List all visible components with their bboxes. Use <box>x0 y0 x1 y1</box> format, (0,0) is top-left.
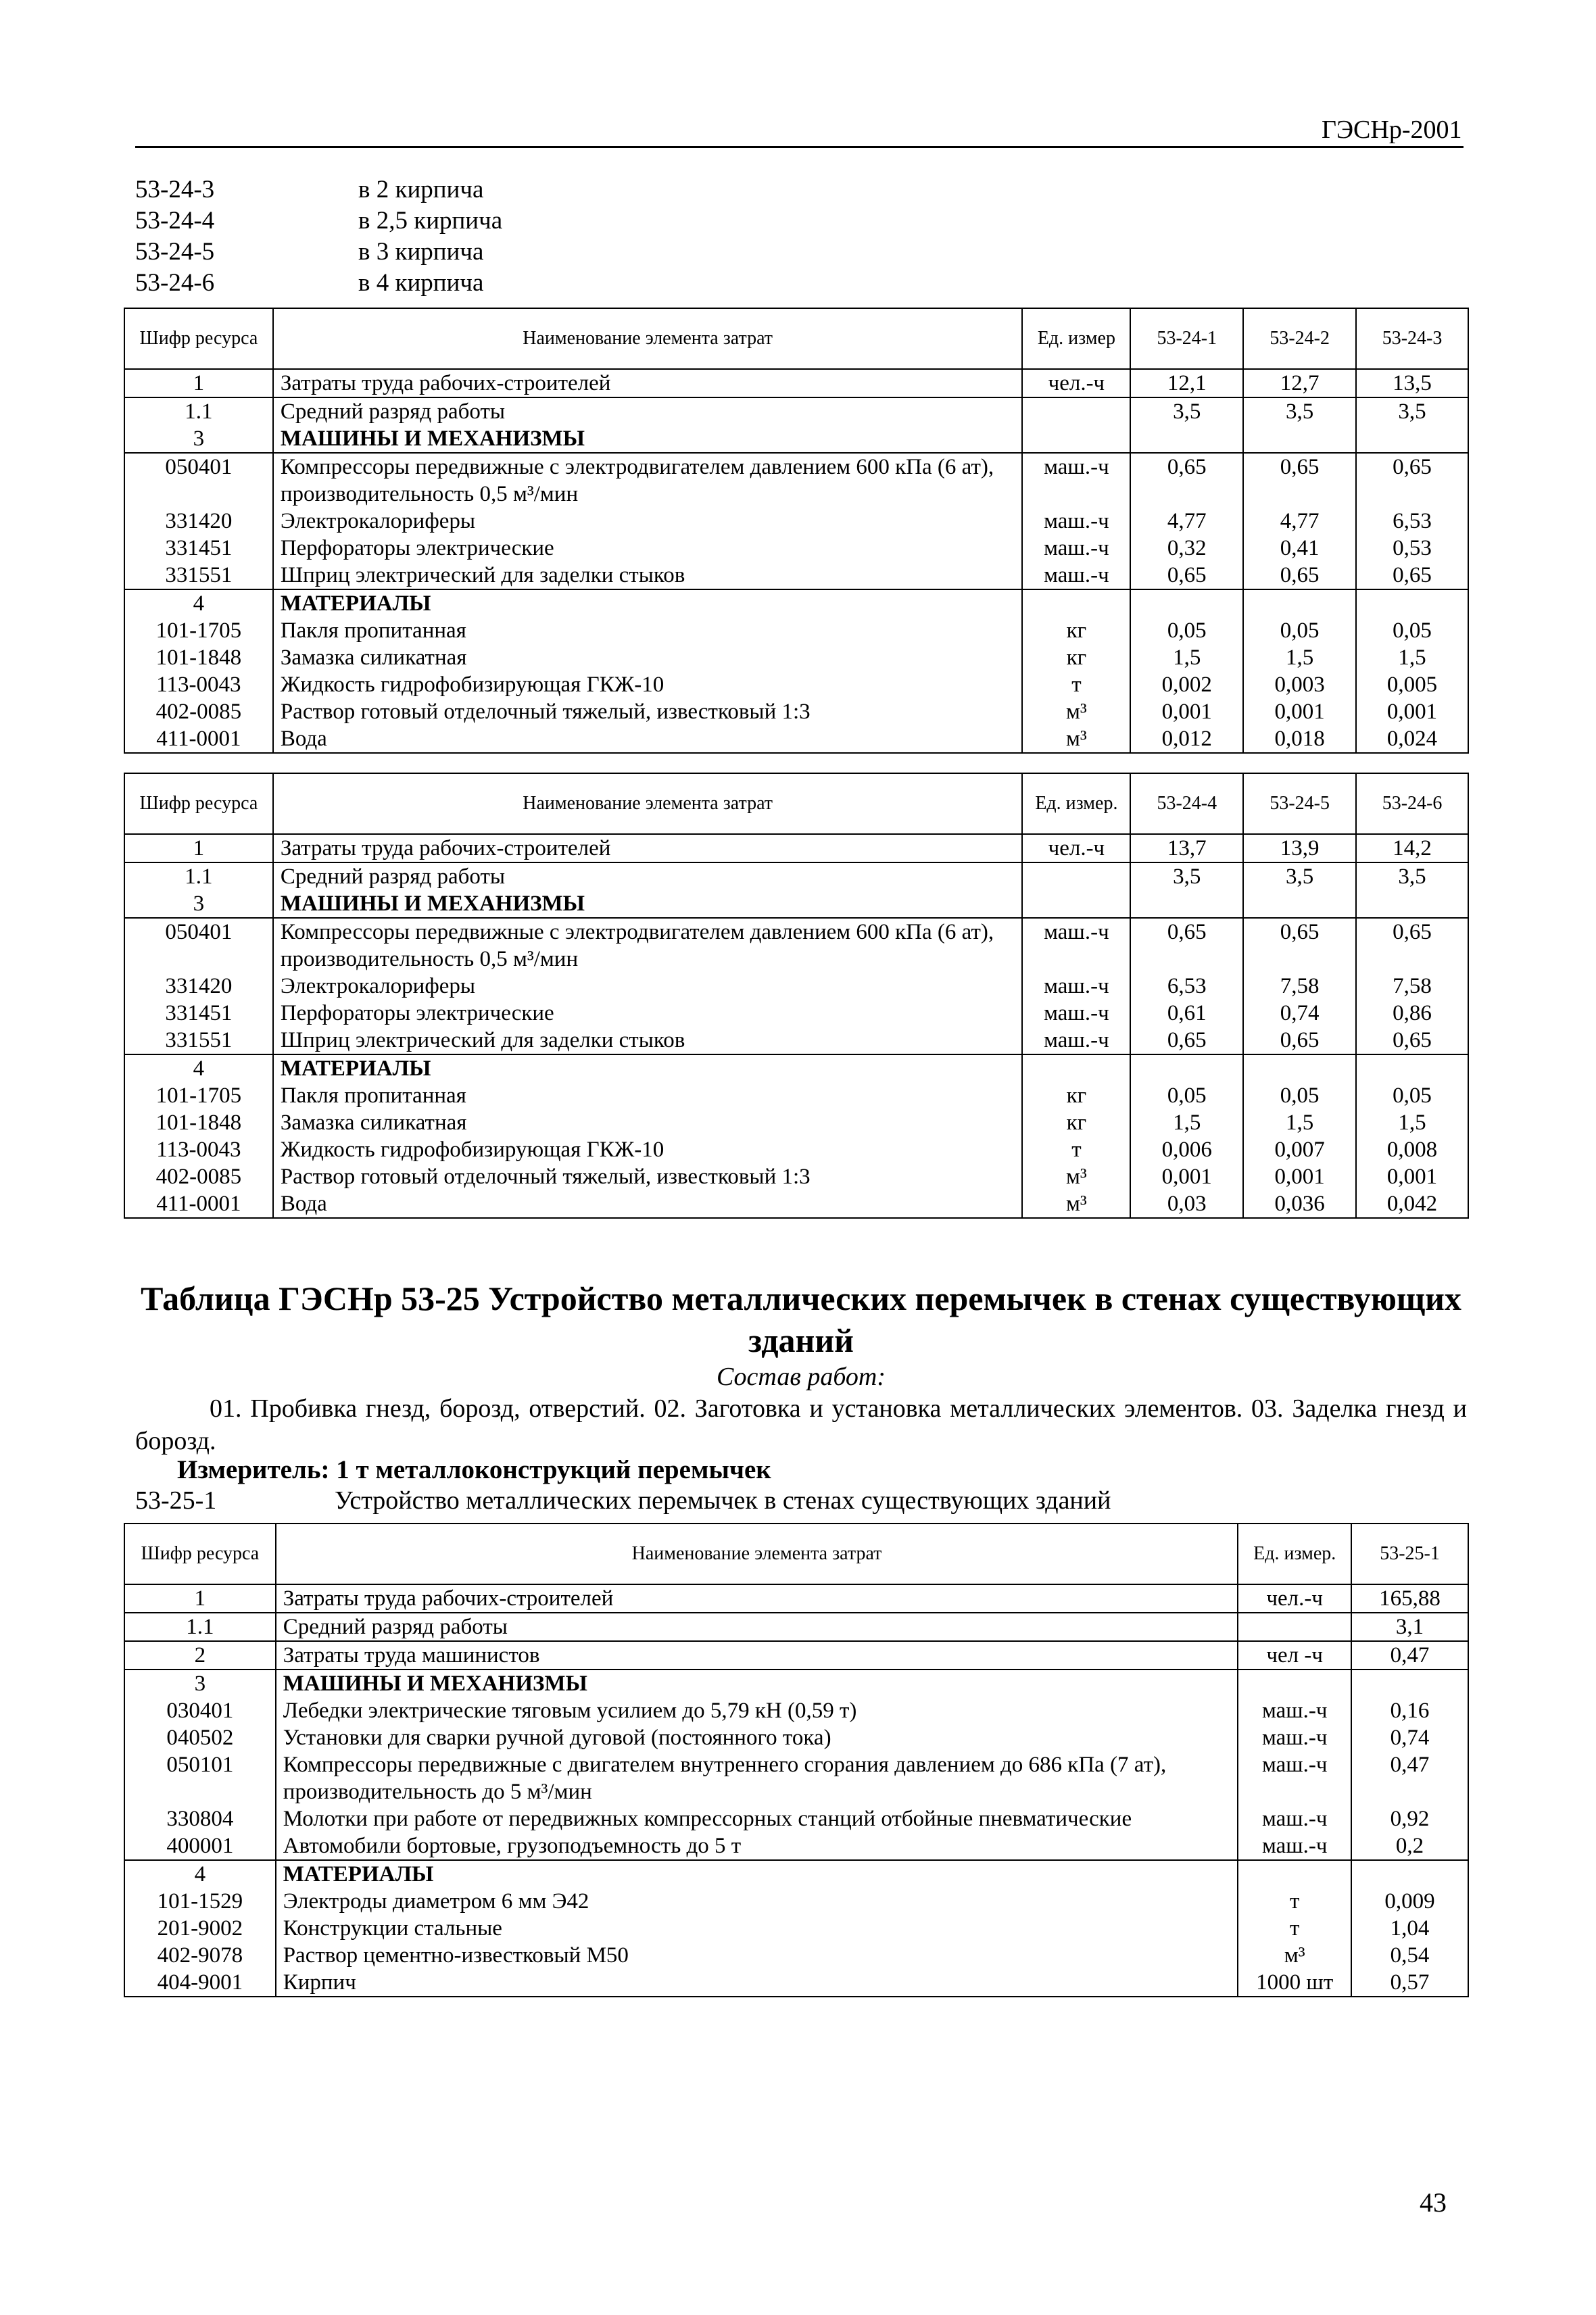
cell-name: Раствор готовый отделочный тяжелый, известковый 1:3 <box>273 1163 1023 1190</box>
header-rule <box>135 146 1464 148</box>
cell-name: Лебедки электрические тяговым усилием до 5,79 кН (0,59 т) <box>276 1697 1238 1724</box>
cell-value: 0,002 <box>1130 671 1243 698</box>
cell-name: Пакля пропитанная <box>273 1082 1023 1109</box>
header-unit: Ед. измер <box>1022 308 1130 369</box>
cell-value: 0,007 <box>1243 1136 1356 1163</box>
cell-value <box>1243 425 1356 453</box>
table-row <box>124 1000 1468 1027</box>
cell-name: Вода <box>273 725 1023 753</box>
cell-value: 0,54 <box>1351 1942 1468 1969</box>
cell-value: 1,5 <box>1130 644 1243 671</box>
cell-value: 0,001 <box>1130 698 1243 725</box>
cell-name: Шприц электрический для заделки стыков <box>273 562 1023 589</box>
cell-value: 1,5 <box>1356 1109 1468 1136</box>
item-text: в 4 кирпича <box>358 269 484 297</box>
table-row <box>124 644 1468 671</box>
cell-value: 0,61 <box>1130 1000 1243 1027</box>
codes-list <box>135 174 502 299</box>
header-unit: Ед. измер. <box>1022 773 1130 834</box>
cell-name: Затраты труда рабочих-строителей <box>276 1584 1238 1613</box>
cell-code: 4 <box>124 1054 273 1082</box>
list-item <box>135 237 502 268</box>
cell-value <box>1356 425 1468 453</box>
table-row <box>124 508 1468 535</box>
cell-value: 12,7 <box>1243 369 1356 397</box>
cell-code: 330804 <box>124 1805 276 1832</box>
header-code: Шифр ресурса <box>124 1524 276 1584</box>
cell-value: 0,65 <box>1243 1027 1356 1054</box>
table-row <box>124 1751 1468 1805</box>
header-code: Шифр ресурса <box>124 308 273 369</box>
cell-name: Компрессоры передвижные с двигателем внутреннего сгорания давлением до 686 кПа (7 ат), производительность до 5 м³/мин <box>276 1751 1238 1805</box>
cell-value: 0,65 <box>1356 1027 1468 1054</box>
cell-unit: чел.-ч <box>1022 369 1130 397</box>
table-row <box>124 671 1468 698</box>
cell-value: 0,86 <box>1356 1000 1468 1027</box>
cell-value: 0,006 <box>1130 1136 1243 1163</box>
meter-line <box>135 1486 1111 1515</box>
item-text: в 3 кирпича <box>358 238 484 266</box>
cell-code: 1.1 <box>124 1613 276 1641</box>
cell-code: 331420 <box>124 508 273 535</box>
cell-value: 0,47 <box>1351 1641 1468 1670</box>
cell-unit: м³ <box>1022 698 1130 725</box>
cell-value <box>1243 589 1356 617</box>
cell-name: Автомобили бортовые, грузоподъемность до 5 т <box>276 1832 1238 1860</box>
item-code: 53-24-6 <box>135 269 215 297</box>
table-row <box>124 369 1468 397</box>
table-row <box>124 562 1468 589</box>
cell-code: 400001 <box>124 1832 276 1860</box>
cell-unit: маш.-ч <box>1022 535 1130 562</box>
cell-value: 3,5 <box>1130 397 1243 425</box>
cell-name: Жидкость гидрофобизирующая ГКЖ-10 <box>273 1136 1023 1163</box>
cell-code: 1 <box>124 369 273 397</box>
cell-name: Затраты труда машинистов <box>276 1641 1238 1670</box>
cell-value <box>1351 1670 1468 1697</box>
cell-value: 0,042 <box>1356 1190 1468 1218</box>
cell-value: 0,65 <box>1243 918 1356 973</box>
cell-code: 331451 <box>124 1000 273 1027</box>
cell-name: Затраты труда рабочих-строителей <box>273 369 1023 397</box>
cell-value: 3,1 <box>1351 1613 1468 1641</box>
cell-name: МАШИНЫ И МЕХАНИЗМЫ <box>276 1670 1238 1697</box>
table-row <box>124 617 1468 644</box>
cell-unit <box>1022 890 1130 918</box>
cell-code: 2 <box>124 1641 276 1670</box>
cell-code: 402-9078 <box>124 1942 276 1969</box>
cell-value: 0,65 <box>1356 562 1468 589</box>
cell-value: 0,53 <box>1356 535 1468 562</box>
cell-value: 3,5 <box>1243 397 1356 425</box>
table-row <box>124 862 1468 890</box>
cell-value: 6,53 <box>1356 508 1468 535</box>
table-row <box>124 1942 1468 1969</box>
cell-value: 1,04 <box>1351 1915 1468 1942</box>
cell-value: 3,5 <box>1243 862 1356 890</box>
cell-code: 101-1848 <box>124 644 273 671</box>
cell-value: 0,012 <box>1130 725 1243 753</box>
table-row <box>124 1163 1468 1190</box>
cell-value <box>1356 589 1468 617</box>
cell-unit: кг <box>1022 1109 1130 1136</box>
cell-name: Замазка силикатная <box>273 1109 1023 1136</box>
cell-value: 0,92 <box>1351 1805 1468 1832</box>
cell-unit <box>1022 589 1130 617</box>
meter-label: Измеритель: 1 т металлоконструкций перемычек <box>177 1455 771 1484</box>
cell-unit: т <box>1238 1888 1351 1915</box>
cell-value: 3,5 <box>1356 397 1468 425</box>
cell-code: 1 <box>124 1584 276 1613</box>
table-row <box>124 397 1468 425</box>
table-row <box>124 1888 1468 1915</box>
cell-unit: т <box>1022 671 1130 698</box>
cell-unit <box>1022 397 1130 425</box>
cell-unit: маш.-ч <box>1022 562 1130 589</box>
cell-code: 1.1 <box>124 862 273 890</box>
cell-value: 0,65 <box>1243 562 1356 589</box>
cell-value <box>1351 1860 1468 1888</box>
cell-name: Электрокалориферы <box>273 973 1023 1000</box>
table-row <box>124 973 1468 1000</box>
cell-unit: м³ <box>1022 1190 1130 1218</box>
cell-name: Компрессоры передвижные с электродвигателем давлением 600 кПа (6 ат), производительность 0,5 м³/мин <box>273 453 1023 508</box>
cell-name: МАТЕРИАЛЫ <box>273 589 1023 617</box>
cell-value: 13,9 <box>1243 834 1356 862</box>
table-row <box>124 453 1468 508</box>
table-row <box>124 1136 1468 1163</box>
cell-value: 0,036 <box>1243 1190 1356 1218</box>
table-row <box>124 1054 1468 1082</box>
cell-value <box>1243 1054 1356 1082</box>
section-title: Таблица ГЭСНр 53-25 Устройство металлических перемычек в стенах существующих зданий <box>141 1280 1461 1359</box>
cell-value <box>1130 890 1243 918</box>
works-description: 01. Пробивка гнезд, борозд, отверстий. 02. Заготовка и установка металлических элементов. 03. Заделка гнезд и борозд. <box>135 1394 1467 1455</box>
meter-text: Устройство металлических перемычек в стенах существующих зданий <box>335 1486 1111 1515</box>
cell-unit: кг <box>1022 644 1130 671</box>
cell-code: 402-0085 <box>124 1163 273 1190</box>
cell-name: Установки для сварки ручной дуговой (постоянного тока) <box>276 1724 1238 1751</box>
cell-value: 0,05 <box>1243 617 1356 644</box>
cell-code: 1 <box>124 834 273 862</box>
composition-label: Состав работ: <box>716 1363 886 1391</box>
cell-code: 331551 <box>124 562 273 589</box>
cell-value: 3,5 <box>1356 862 1468 890</box>
cell-value: 0,05 <box>1243 1082 1356 1109</box>
header-col-2: 53-24-2 <box>1243 308 1356 369</box>
cell-value: 0,65 <box>1243 453 1356 508</box>
cell-value <box>1130 425 1243 453</box>
cell-value: 0,74 <box>1243 1000 1356 1027</box>
list-item <box>135 268 502 299</box>
cell-value: 4,77 <box>1243 508 1356 535</box>
list-item <box>135 174 502 205</box>
table-row <box>124 1915 1468 1942</box>
cell-code: 101-1705 <box>124 617 273 644</box>
cell-unit: м³ <box>1022 1163 1130 1190</box>
header-col-1: 53-25-1 <box>1351 1524 1468 1584</box>
table-row <box>124 1613 1468 1641</box>
cell-value: 165,88 <box>1351 1584 1468 1613</box>
cell-unit: чел.-ч <box>1022 834 1130 862</box>
cell-value: 0,65 <box>1130 562 1243 589</box>
table-row <box>124 698 1468 725</box>
cell-value: 13,7 <box>1130 834 1243 862</box>
cell-code: 331451 <box>124 535 273 562</box>
cell-value: 0,16 <box>1351 1697 1468 1724</box>
cell-code: 331551 <box>124 1027 273 1054</box>
table-row <box>124 1805 1468 1832</box>
cell-value: 0,001 <box>1243 1163 1356 1190</box>
cell-value <box>1130 589 1243 617</box>
cell-code: 101-1529 <box>124 1888 276 1915</box>
cell-value: 1,5 <box>1243 1109 1356 1136</box>
cell-code: 101-1705 <box>124 1082 273 1109</box>
cell-unit: маш.-ч <box>1022 453 1130 508</box>
cell-unit: т <box>1022 1136 1130 1163</box>
cell-name: Пакля пропитанная <box>273 617 1023 644</box>
cell-name: Конструкции стальные <box>276 1915 1238 1942</box>
cell-code: 3 <box>124 890 273 918</box>
cell-unit: маш.-ч <box>1238 1751 1351 1805</box>
cell-unit <box>1238 1613 1351 1641</box>
cell-value: 0,009 <box>1351 1888 1468 1915</box>
table-row <box>124 535 1468 562</box>
table-row <box>124 834 1468 862</box>
cell-value: 0,05 <box>1356 1082 1468 1109</box>
cell-name: МАТЕРИАЛЫ <box>273 1054 1023 1082</box>
cell-value: 0,47 <box>1351 1751 1468 1805</box>
cell-value: 0,05 <box>1130 617 1243 644</box>
table-row <box>124 1969 1468 1997</box>
cell-unit: 1000 шт <box>1238 1969 1351 1997</box>
cell-value: 4,77 <box>1130 508 1243 535</box>
header-name: Наименование элемента затрат <box>273 308 1023 369</box>
cell-code: 101-1848 <box>124 1109 273 1136</box>
cell-value: 0,05 <box>1356 617 1468 644</box>
list-item <box>135 205 502 237</box>
cell-unit: маш.-ч <box>1022 1027 1130 1054</box>
cell-name: Электрокалориферы <box>273 508 1023 535</box>
table-row <box>124 890 1468 918</box>
cell-value: 0,018 <box>1243 725 1356 753</box>
cell-unit: т <box>1238 1915 1351 1942</box>
cell-value: 0,57 <box>1351 1969 1468 1997</box>
header-col-1: 53-24-1 <box>1130 308 1243 369</box>
cell-unit: маш.-ч <box>1022 973 1130 1000</box>
cell-value: 0,65 <box>1356 918 1468 973</box>
cell-name: Средний разряд работы <box>273 862 1023 890</box>
cell-value: 0,005 <box>1356 671 1468 698</box>
cell-value: 0,003 <box>1243 671 1356 698</box>
cell-code: 404-9001 <box>124 1969 276 1997</box>
cell-value: 0,65 <box>1356 453 1468 508</box>
cell-code: 1.1 <box>124 397 273 425</box>
cell-code: 4 <box>124 589 273 617</box>
table-row <box>124 1082 1468 1109</box>
cell-value: 0,001 <box>1356 1163 1468 1190</box>
cell-code: 030401 <box>124 1697 276 1724</box>
header-col-1: 53-24-4 <box>1130 773 1243 834</box>
cell-code: 050101 <box>124 1751 276 1805</box>
header-col-3: 53-24-3 <box>1356 308 1468 369</box>
header-unit: Ед. измер. <box>1238 1524 1351 1584</box>
table-row <box>124 1109 1468 1136</box>
table-row <box>124 1860 1468 1888</box>
cell-code: 050401 <box>124 453 273 508</box>
cell-name: Компрессоры передвижные с электродвигателем давлением 600 кПа (6 ат), производительность 0,5 м³/мин <box>273 918 1023 973</box>
table-row <box>124 1190 1468 1218</box>
cell-name: Перфораторы электрические <box>273 535 1023 562</box>
cell-unit <box>1238 1670 1351 1697</box>
cell-name: МАТЕРИАЛЫ <box>276 1860 1238 1888</box>
cell-unit: маш.-ч <box>1022 1000 1130 1027</box>
cell-value: 6,53 <box>1130 973 1243 1000</box>
table-row <box>124 1724 1468 1751</box>
cell-code: 402-0085 <box>124 698 273 725</box>
item-text: в 2,5 кирпича <box>358 207 503 235</box>
cell-code: 3 <box>124 425 273 453</box>
cell-value: 0,008 <box>1356 1136 1468 1163</box>
cell-value: 3,5 <box>1130 862 1243 890</box>
resource-table-1 <box>124 308 1469 754</box>
cell-code: 3 <box>124 1670 276 1697</box>
cell-value <box>1356 890 1468 918</box>
cell-unit: маш.-ч <box>1238 1697 1351 1724</box>
cell-unit: маш.-ч <box>1238 1832 1351 1860</box>
cell-code: 411-0001 <box>124 725 273 753</box>
cell-value: 7,58 <box>1356 973 1468 1000</box>
table-row <box>124 1641 1468 1670</box>
table-row <box>124 725 1468 753</box>
cell-value: 0,024 <box>1356 725 1468 753</box>
cell-code: 113-0043 <box>124 671 273 698</box>
cell-code: 040502 <box>124 1724 276 1751</box>
resource-table-2 <box>124 773 1469 1219</box>
cell-value: 0,41 <box>1243 535 1356 562</box>
cell-value: 0,65 <box>1130 918 1243 973</box>
cell-name: Средний разряд работы <box>273 397 1023 425</box>
cell-name: Раствор цементно-известковый М50 <box>276 1942 1238 1969</box>
cell-value: 0,03 <box>1130 1190 1243 1218</box>
item-text: в 2 кирпича <box>358 176 484 203</box>
cell-name: Перфораторы электрические <box>273 1000 1023 1027</box>
document-code: ГЭСНр-2001 <box>1322 116 1462 144</box>
cell-value: 12,1 <box>1130 369 1243 397</box>
item-code: 53-24-4 <box>135 207 215 235</box>
cell-name: МАШИНЫ И МЕХАНИЗМЫ <box>273 890 1023 918</box>
cell-value: 0,001 <box>1130 1163 1243 1190</box>
header-name: Наименование элемента затрат <box>276 1524 1238 1584</box>
cell-code: 411-0001 <box>124 1190 273 1218</box>
cell-name: Вода <box>273 1190 1023 1218</box>
cell-name: Жидкость гидрофобизирующая ГКЖ-10 <box>273 671 1023 698</box>
cell-unit <box>1238 1860 1351 1888</box>
cell-code: 113-0043 <box>124 1136 273 1163</box>
page-number: 43 <box>1420 2187 1447 2218</box>
cell-value: 0,001 <box>1243 698 1356 725</box>
table-row <box>124 589 1468 617</box>
cell-unit: маш.-ч <box>1022 508 1130 535</box>
cell-unit <box>1022 862 1130 890</box>
table-row <box>124 1027 1468 1054</box>
cell-value <box>1243 890 1356 918</box>
cell-value: 0,001 <box>1356 698 1468 725</box>
cell-unit: маш.-ч <box>1238 1724 1351 1751</box>
cell-unit: чел.-ч <box>1238 1584 1351 1613</box>
item-code: 53-24-3 <box>135 176 215 203</box>
header-col-2: 53-24-5 <box>1243 773 1356 834</box>
cell-name: Шприц электрический для заделки стыков <box>273 1027 1023 1054</box>
table-row <box>124 1832 1468 1860</box>
cell-unit <box>1022 425 1130 453</box>
cell-unit: кг <box>1022 617 1130 644</box>
cell-name: Кирпич <box>276 1969 1238 1997</box>
cell-unit: маш.-ч <box>1238 1805 1351 1832</box>
meter-code: 53-25-1 <box>135 1486 217 1515</box>
cell-code: 201-9002 <box>124 1915 276 1942</box>
cell-name: Замазка силикатная <box>273 644 1023 671</box>
cell-value: 13,5 <box>1356 369 1468 397</box>
cell-code: 4 <box>124 1860 276 1888</box>
cell-value <box>1356 1054 1468 1082</box>
cell-value: 1,5 <box>1130 1109 1243 1136</box>
header-name: Наименование элемента затрат <box>273 773 1023 834</box>
cell-code: 331420 <box>124 973 273 1000</box>
cell-unit: кг <box>1022 1082 1130 1109</box>
header-code: Шифр ресурса <box>124 773 273 834</box>
cell-value: 1,5 <box>1356 644 1468 671</box>
cell-value: 7,58 <box>1243 973 1356 1000</box>
cell-unit <box>1022 1054 1130 1082</box>
cell-value <box>1130 1054 1243 1082</box>
cell-unit: маш.-ч <box>1022 918 1130 973</box>
table-row <box>124 1584 1468 1613</box>
cell-unit: м³ <box>1022 725 1130 753</box>
header-col-3: 53-24-6 <box>1356 773 1468 834</box>
resource-table-3 <box>124 1523 1469 1997</box>
cell-name: МАШИНЫ И МЕХАНИЗМЫ <box>273 425 1023 453</box>
table-row <box>124 1670 1468 1697</box>
cell-value: 0,32 <box>1130 535 1243 562</box>
cell-unit: м³ <box>1238 1942 1351 1969</box>
cell-name: Молотки при работе от передвижных компрессорных станций отбойные пневматические <box>276 1805 1238 1832</box>
table-row <box>124 918 1468 973</box>
cell-value: 0,65 <box>1130 1027 1243 1054</box>
cell-value: 0,65 <box>1130 453 1243 508</box>
cell-unit: чел -ч <box>1238 1641 1351 1670</box>
cell-value: 1,5 <box>1243 644 1356 671</box>
cell-value: 0,74 <box>1351 1724 1468 1751</box>
cell-name: Затраты труда рабочих-строителей <box>273 834 1023 862</box>
cell-code: 050401 <box>124 918 273 973</box>
cell-name: Электроды диаметром 6 мм Э42 <box>276 1888 1238 1915</box>
cell-value: 0,2 <box>1351 1832 1468 1860</box>
table-row <box>124 1697 1468 1724</box>
cell-value: 14,2 <box>1356 834 1468 862</box>
item-code: 53-24-5 <box>135 238 215 266</box>
cell-value: 0,05 <box>1130 1082 1243 1109</box>
table-row <box>124 425 1468 453</box>
cell-name: Раствор готовый отделочный тяжелый, известковый 1:3 <box>273 698 1023 725</box>
cell-name: Средний разряд работы <box>276 1613 1238 1641</box>
